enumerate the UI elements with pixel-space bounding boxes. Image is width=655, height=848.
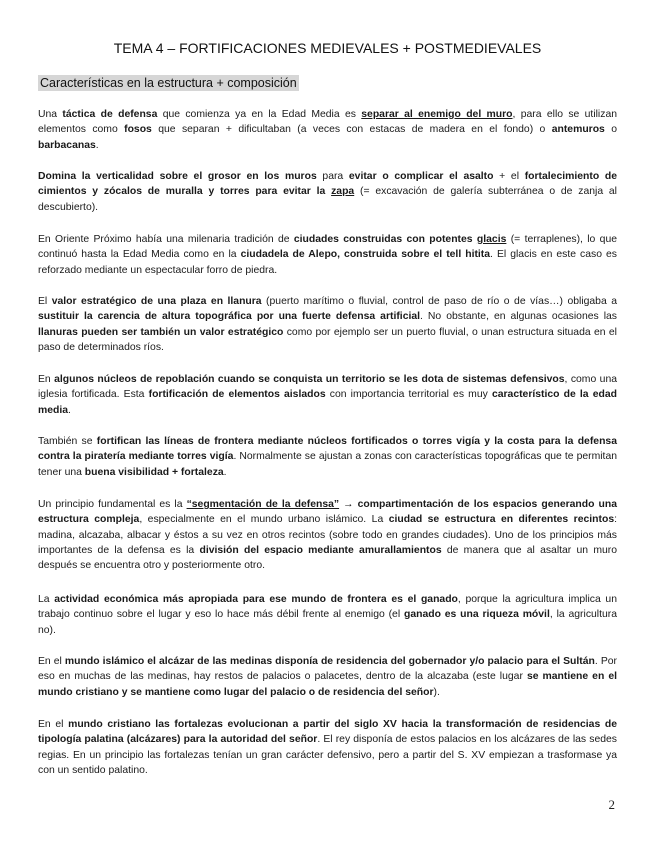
text-run: , para ello se utilizan elementos como bbox=[38, 109, 617, 136]
bold-text: ciudades construidas con potentes bbox=[293, 234, 477, 245]
text-run: En el bbox=[38, 656, 65, 667]
text-run: con importancia territorial es muy bbox=[325, 389, 492, 401]
text-run: . No obstante, en algunas ocasiones las bbox=[420, 311, 617, 323]
text-run: En Oriente Próximo había una milenaria tradición de bbox=[38, 234, 294, 245]
bold-text: fortalecimiento de cimientos y zócalos de muralla y torres para evitar la bbox=[38, 171, 617, 198]
bold-text: característico de la edad media bbox=[38, 389, 617, 416]
bold-text: fosos bbox=[124, 124, 152, 136]
bold-text: antemuros bbox=[551, 124, 605, 136]
page-number: 2 bbox=[608, 797, 615, 812]
text-run: como por ejemplo ser un puerto fluvial, o unan estructura situada en el paso de determinados ríos. bbox=[38, 326, 617, 353]
paragraph bbox=[38, 717, 617, 778]
bold-text: mundo cristiano las fortalezas evolucionan a partir del siglo XV hacia la transformación de residencias de tipología palatina (alcázares) para la autoridad del señor bbox=[38, 719, 617, 746]
bold-text: se mantiene en el mundo cristiano y se mantiene como lugar del palacio o de residencia del señor bbox=[38, 671, 617, 698]
text-run: Un principio fundamental es la bbox=[38, 499, 187, 510]
text-run: para bbox=[316, 171, 349, 182]
paragraph bbox=[38, 654, 617, 700]
bold-text: barbacanas bbox=[38, 139, 96, 151]
bold-text: división del espacio mediante amurallamientos bbox=[199, 544, 442, 556]
bold-text: sustituir la carencia de altura topográfica por una fuerte defensa artificial bbox=[38, 311, 421, 323]
text-run: , porque la agricultura implica un trabajo continuo sobre el lugar y eso lo hace más débil frente al enemigo (el bbox=[38, 594, 617, 621]
paragraph bbox=[38, 232, 617, 278]
bold-text: evitar o complicar el asalto bbox=[348, 171, 494, 182]
text-run: (= terraplenes), lo que continuó hasta la Edad Media como en la bbox=[38, 234, 617, 261]
bold-text: ganado es una riqueza móvil bbox=[404, 609, 550, 621]
text-run: que comienza ya en la Edad Media es bbox=[157, 109, 362, 120]
text-run: de manera que al asaltar un muro después se encuentra otro y posteriormente otro. bbox=[38, 544, 617, 572]
text-run: . Por eso en muchas de las medinas, hay restos de palacios o palacetes, dentro de la alcazaba (este lugar bbox=[38, 656, 617, 683]
text-run: o bbox=[604, 124, 618, 136]
text-run: La bbox=[38, 594, 55, 605]
bold-text: fortificación de elementos aislados bbox=[148, 389, 326, 401]
text-run: + el bbox=[493, 171, 525, 182]
text-run: . El glacis en este caso es reforzado mediante un espectacular forro de piedra. bbox=[38, 249, 617, 276]
bold-text: fortifican las líneas de frontera mediante núcleos fortificados o torres vigía y la costa para la defensa contra la piratería mediante torres vigía bbox=[38, 436, 617, 463]
bold-text: Domina la verticalidad sobre el grosor en los muros bbox=[38, 171, 317, 182]
text-run: . bbox=[223, 466, 227, 478]
text-run: También se bbox=[38, 436, 97, 447]
text-run: que separan + dificultaban (a veces con estacas de madera en el fondo) o bbox=[151, 124, 552, 136]
paragraph bbox=[38, 497, 617, 573]
text-run: En bbox=[38, 374, 55, 385]
page-title: TEMA 4 – FORTIFICACIONES MEDIEVALES + POSTMEDIEVALES bbox=[113, 40, 542, 56]
bold-text: buena visibilidad + fortaleza bbox=[84, 466, 224, 478]
bold-text: táctica de defensa bbox=[62, 109, 158, 120]
paragraph bbox=[38, 294, 617, 355]
text-run: . El rey disponía de estos palacios en los alcázares de las sedes regias. En un principio las fortalezas tenían un gran carácter defensivo, pero a partir del S. XV empiezan a trasformase ya con un sentido palatino. bbox=[38, 734, 617, 776]
bold-text: llanuras pueden ser también un valor estratégico bbox=[38, 326, 284, 338]
bold-text: ciudadela de Alepo, construida sobre el tell hitita bbox=[240, 249, 491, 261]
bold-text: glacis bbox=[476, 234, 507, 245]
text-run: , la agricultura no). bbox=[38, 609, 618, 636]
bold-text: zapa bbox=[331, 186, 355, 198]
text-run: Una bbox=[38, 109, 63, 120]
text-run: (puerto marítimo o fluvial, control de paso de río o de vías…) obligaba a bbox=[261, 296, 617, 307]
bold-text: mundo islámico el alcázar de las medinas disponía de residencia del gobernador y/o palacio para el Sultán bbox=[64, 656, 595, 667]
text-run: , especialmente en el mundo urbano islámico. La bbox=[139, 514, 389, 526]
text-run: . Normalmente se ajustan a zonas con características topográficas que te permitan tener una bbox=[38, 451, 618, 478]
bold-text: ciudad se estructura en diferentes recintos bbox=[388, 514, 615, 526]
paragraph bbox=[38, 372, 617, 418]
text-run: : madina, alcazaba, albacar y éstos a su vez en otros recintos (sobre todo en grandes ciudades). Uno de los principios más importantes de la defensa es la bbox=[38, 514, 617, 556]
bold-text: separar al enemigo del muro bbox=[361, 109, 513, 120]
paragraph bbox=[38, 169, 617, 215]
text-run: ). bbox=[433, 686, 440, 698]
text-run: , como una iglesia fortificada. Esta bbox=[38, 374, 618, 401]
text-run: En el bbox=[38, 719, 69, 730]
bold-text: compartimentación de los espacios generando una estructura compleja bbox=[38, 499, 618, 526]
paragraph bbox=[38, 434, 617, 480]
bold-text: valor estratégico de una plaza en llanura bbox=[51, 296, 262, 307]
text-run: → bbox=[339, 499, 358, 510]
text-run: El bbox=[38, 296, 52, 307]
paragraph bbox=[38, 107, 617, 153]
text-run: . bbox=[68, 404, 71, 416]
text-run: (= excavación de galería subterránea o de zanja al descubierto). bbox=[38, 186, 617, 213]
paragraph bbox=[38, 592, 617, 638]
bold-text: algunos núcleos de repoblación cuando se conquista un territorio se les dota de sistemas defensivos bbox=[54, 374, 565, 385]
bold-text: “segmentación de la defensa” bbox=[186, 499, 340, 510]
bold-text: actividad económica más apropiada para ese mundo de frontera es el ganado bbox=[54, 594, 458, 605]
text-run: . bbox=[95, 139, 99, 151]
section-heading: Características en la estructura + composición bbox=[40, 76, 297, 90]
